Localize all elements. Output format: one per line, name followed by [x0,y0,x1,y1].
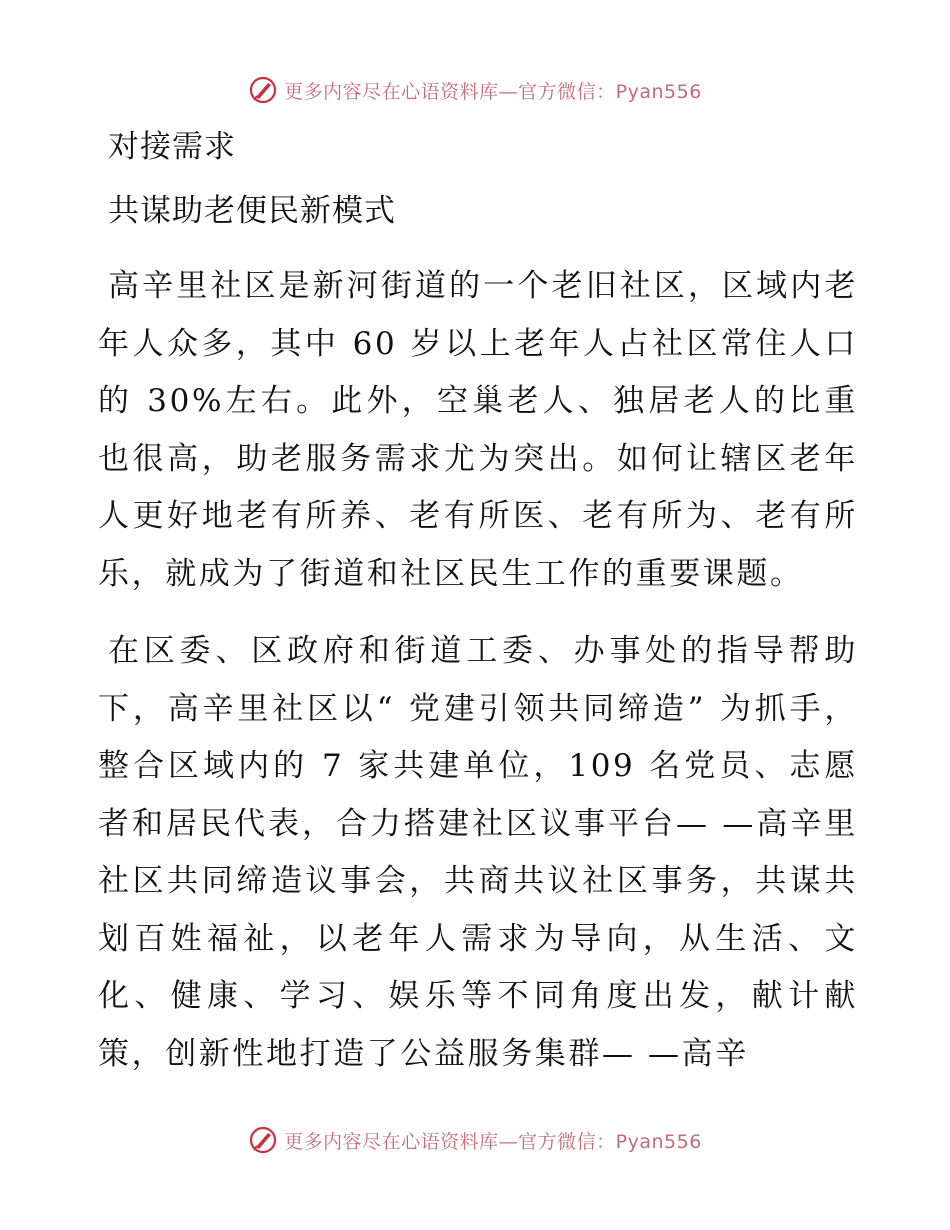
watermark-text-cn: 更多内容尽在心语资料库—官方微信： [284,1130,616,1153]
body-paragraph-1: 高辛里社区是新河街道的一个老旧社区，区域内老年人众多，其中 60 岁以上老年人占社区常住人口的 30%左右。此外，空巢老人、独居老人的比重也很高，助老服务需求尤为突出。如何让辖区老年人更好地老有所养、老有所医、老有所为、老有所乐，就成为了街道和社区民生工作的重要课题。 [98,268,858,592]
section-heading-2: 共谋助老便民新模式 [108,193,396,229]
document-body [98,118,858,1083]
watermark-text-cn: 更多内容尽在心语资料库—官方微信： [284,80,616,103]
watermark-text [284,77,702,104]
watermark-text [284,1127,702,1154]
body-paragraph-2: 在区委、区政府和街道工委、办事处的指导帮助下，高辛里社区以“ 党建引领共同缔造” 为抓手，整合区域内的 7 家共建单位，109 名党员、志愿者和居民代表，合力搭建社区议事平台— —高辛里社区共同缔造议事会，共商共议社区事务，共谋共划百姓福祉，以老年人需求为导向，从生活、文化、健康、学习、娱乐等不同角度出发，献计献策，创新性地打造了公益服务集群— —高辛 [98,633,858,1072]
watermark-header [0,70,950,110]
watermark-text-latin: Pyan556 [615,80,702,103]
quill-logo-icon [248,1125,278,1155]
watermark-footer [0,1120,950,1160]
section-heading-1: 对接需求 [108,129,236,165]
quill-logo-icon [248,75,278,105]
watermark-text-latin: Pyan556 [615,1130,702,1153]
